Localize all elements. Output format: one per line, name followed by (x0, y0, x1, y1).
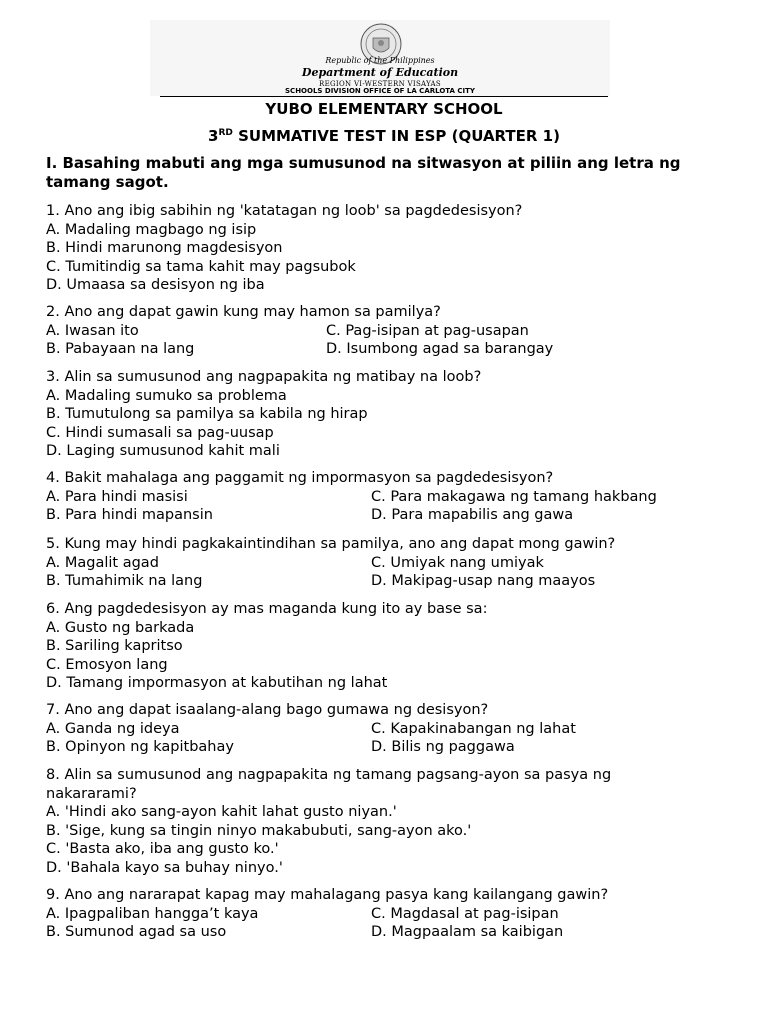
option: D. Magpaalam sa kaibigan (371, 924, 564, 941)
question-stem: 4. Bakit mahalaga ang paggamit ng impormasyon sa pagdedesisyon? (46, 470, 554, 486)
letterhead-department: Department of Education (301, 66, 459, 79)
option: D. Bilis ng paggawa (371, 739, 515, 756)
option: C. Para makagawa ng tamang hakbang (371, 488, 657, 505)
option: D. Isumbong agad sa barangay (326, 341, 554, 358)
question-stem: 7. Ano ang dapat isaalang-alang bago gumawa ng desisyon? (46, 702, 489, 718)
options-grid (46, 905, 736, 942)
letterhead-division: SCHOOLS DIVISION OFFICE OF LA CARLOTA CITY (285, 87, 475, 95)
question-stem: 9. Ano ang nararapat kapag may mahalagang pasya kang kailangang gawin? (46, 887, 609, 903)
question-6 (46, 600, 736, 693)
test-title-text: SUMMATIVE TEST IN ESP (QUARTER 1) (238, 127, 560, 145)
option: D. Para mapabilis ang gawa (371, 507, 574, 524)
instructions: I. Basahing mabuti ang mga sumusunod na sitwasyon at piliin ang letra ng tamang sagot. (46, 154, 681, 191)
option: C. Hindi sumasali sa pag-uusap (46, 424, 274, 441)
option: D. Makipag-usap nang maayos (371, 573, 596, 590)
option: D. Laging sumusunod kahit mali (46, 443, 280, 460)
options-grid (46, 554, 736, 591)
letterhead-republic: Republic of the Philippines (325, 56, 435, 65)
question-8 (46, 766, 676, 878)
question-4 (46, 469, 736, 525)
school-name: YUBO ELEMENTARY SCHOOL (265, 100, 503, 118)
option: B. Hindi marunong magdesisyon (46, 240, 283, 257)
option: C. Umiyak nang umiyak (371, 554, 544, 571)
option: D. Tamang impormasyon at kabutihan ng lahat (46, 675, 388, 692)
question-stem: 8. Alin sa sumusunod ang nagpapakita ng tamang pagsang-ayon sa pasya ng nakararami? (46, 767, 612, 802)
header-divider (160, 96, 608, 97)
option: B. 'Sige, kung sa tingin ninyo makabubuti, sang-ayon ako.' (46, 822, 472, 839)
option: D. 'Bahala kayo sa buhay ninyo.' (46, 859, 283, 876)
option: A. Madaling sumuko sa problema (46, 387, 287, 404)
options-grid (46, 322, 736, 359)
option: D. Umaasa sa desisyon ng iba (46, 277, 265, 294)
question-3 (46, 368, 736, 461)
option: C. Emosyon lang (46, 656, 168, 673)
question-stem: 2. Ano ang dapat gawin kung may hamon sa pamilya? (46, 304, 441, 320)
option: A. Gusto ng barkada (46, 619, 195, 636)
letterhead (150, 20, 610, 96)
option: B. Para hindi mapansin (46, 507, 213, 524)
option: A. Ipagpaliban hangga’t kaya (46, 905, 259, 922)
option: A. Madaling magbago ng isip (46, 221, 257, 238)
test-title (0, 127, 768, 145)
question-2 (46, 303, 736, 359)
option: A. Iwasan ito (46, 322, 139, 339)
question-7 (46, 701, 736, 757)
options-grid (46, 720, 736, 757)
options-grid (46, 488, 736, 525)
test-ordinal: 3 (208, 127, 219, 145)
option: A. Magalit agad (46, 554, 159, 571)
letterhead-region: REGION VI-WESTERN VISAYAS (319, 80, 441, 88)
option: C. 'Basta ako, iba ang gusto ko.' (46, 841, 279, 858)
question-9 (46, 886, 736, 942)
question-5 (46, 535, 736, 591)
option: C. Magdasal at pag-isipan (371, 905, 559, 922)
option: C. Tumitindig sa tama kahit may pagsubok (46, 258, 356, 275)
question-stem: 5. Kung may hindi pagkakaintindihan sa pamilya, ano ang dapat mong gawin? (46, 536, 616, 552)
option: B. Sumunod agad sa uso (46, 924, 227, 941)
question-stem: 1. Ano ang ibig sabihin ng 'katatagan ng loob' sa pagdedesisyon? (46, 203, 523, 219)
question-1 (46, 202, 736, 295)
option: C. Kapakinabangan ng lahat (371, 720, 576, 737)
option: B. Tumutulong sa pamilya sa kabila ng hirap (46, 406, 368, 423)
test-ordinal-suffix: RD (218, 128, 233, 138)
option: A. Ganda ng ideya (46, 720, 180, 737)
option: B. Sariling kapritso (46, 638, 183, 655)
option: A. 'Hindi ako sang-ayon kahit lahat gusto niyan.' (46, 804, 397, 821)
option: C. Pag-isipan at pag-usapan (326, 322, 529, 339)
question-stem: 3. Alin sa sumusunod ang nagpapakita ng matibay na loob? (46, 369, 482, 385)
question-stem: 6. Ang pagdedesisyon ay mas maganda kung ito ay base sa: (46, 601, 488, 617)
option: A. Para hindi masisi (46, 488, 188, 505)
option: B. Opinyon ng kapitbahay (46, 739, 234, 756)
option: B. Pabayaan na lang (46, 341, 195, 358)
option: B. Tumahimik na lang (46, 573, 203, 590)
